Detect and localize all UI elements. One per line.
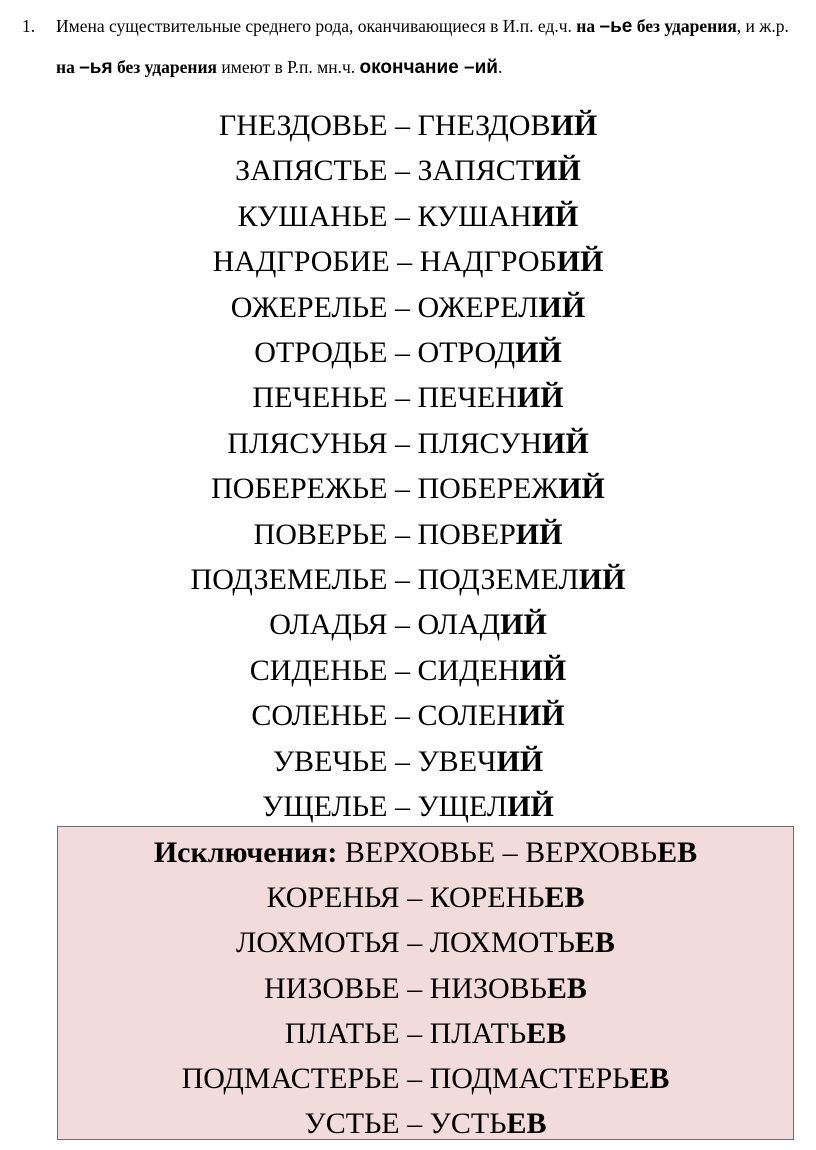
word-plural-stem: СОЛЕН	[417, 699, 518, 733]
word-plural-ending: ИЙ	[542, 426, 589, 460]
word-singular: ПЕЧЕНЬЕ	[252, 381, 388, 415]
word-dash: –	[399, 881, 430, 915]
word-plural-stem: ПЕЧЕН	[417, 381, 517, 415]
word-singular: ОЖЕРЕЛЬЕ	[230, 290, 388, 324]
word-pair-row	[0, 148, 816, 193]
word-plural-ending: ИЙ	[550, 109, 598, 142]
exceptions-label: Исключения:	[153, 836, 338, 869]
word-dash: –	[387, 744, 418, 778]
word-plural-ending: ИЙ	[531, 199, 579, 233]
word-pair-row	[0, 421, 816, 466]
word-plural-ending: ИЙ	[515, 517, 563, 551]
word-plural-ending: ИЙ	[578, 563, 626, 597]
word-dash: –	[387, 790, 418, 824]
word-plural-stem: ОТРОД	[417, 336, 516, 370]
rule-text-11: .	[498, 57, 503, 77]
word-plural-stem: УСТЬ	[429, 1107, 507, 1141]
word-plural-stem: ОЛАД	[417, 608, 501, 642]
rule-ending-result: окончание –ий	[359, 57, 498, 78]
word-plural-ending: ИЙ	[556, 245, 604, 279]
word-singular: НАДГРОБИЕ	[212, 245, 390, 279]
word-plural-stem: ГНЕЗДОВ	[417, 109, 551, 142]
word-plural-ending: ИЙ	[500, 608, 547, 642]
word-plural-stem: ЛОХМОТЬ	[429, 926, 575, 960]
word-singular: ПОВЕРЬЕ	[253, 517, 388, 551]
word-dash: –	[399, 926, 430, 960]
word-plural-ending: ЕВ	[506, 1107, 547, 1141]
word-plural-stem: УВЕЧ	[417, 744, 497, 778]
rule-text	[56, 6, 812, 88]
rule-ending-neuter: –ье	[599, 16, 633, 37]
word-dash: –	[387, 199, 418, 233]
word-pair-row	[0, 739, 816, 784]
word-singular: УВЕЧЬЕ	[272, 744, 388, 778]
rule-text-5: , и ж.р.	[736, 16, 789, 36]
exception-row	[58, 1056, 793, 1101]
word-pair-row	[0, 648, 816, 693]
word-dash: –	[389, 245, 420, 279]
rule-text-8: без ударения	[112, 57, 218, 77]
word-plural-stem: ЗАПЯСТ	[417, 154, 535, 188]
word-singular: ЗАПЯСТЬЕ	[235, 154, 388, 188]
word-pair-row	[0, 103, 816, 148]
word-dash: –	[387, 563, 418, 597]
word-plural-stem: СИДЕН	[417, 653, 520, 687]
rule-text-2: на	[576, 16, 600, 36]
rule-text-1: Имена существительные среднего рода, оканчивающиеся в И.п. ед.ч.	[56, 16, 577, 36]
word-plural-ending: ИЙ	[519, 653, 567, 687]
word-plural-stem: КОРЕНЬ	[429, 881, 545, 915]
word-singular: ЛОХМОТЬЯ	[236, 926, 400, 960]
word-plural-stem: УЩЕЛ	[417, 790, 508, 824]
word-pair-row	[0, 194, 816, 239]
word-plural-ending: ИЙ	[516, 381, 564, 415]
word-singular: СИДЕНЬЕ	[249, 653, 388, 687]
word-pair-row	[0, 784, 816, 829]
word-dash: –	[387, 472, 418, 506]
word-plural-ending: ИЙ	[496, 744, 544, 778]
word-singular: ГНЕЗДОВЬЕ	[218, 109, 388, 142]
word-singular: НИЗОВЬЕ	[264, 971, 400, 1005]
word-pair-row	[0, 239, 816, 284]
word-dash: –	[387, 336, 418, 370]
word-singular: УСТЬЕ	[304, 1107, 400, 1141]
word-plural-ending: ИЙ	[507, 790, 554, 824]
word-plural-stem: ПОДМАСТЕРЬ	[429, 1062, 630, 1096]
word-dash: –	[399, 1062, 430, 1096]
word-dash: –	[387, 154, 418, 188]
word-plural-stem: ОЖЕРЕЛ	[417, 290, 539, 324]
rule-text-6: на	[56, 57, 80, 77]
rule-ending-feminine: –ья	[79, 57, 113, 78]
exception-row	[58, 920, 793, 965]
word-pair-row	[0, 285, 816, 330]
exception-row	[58, 966, 793, 1011]
rule-text-9: имеют в Р.п. мн.ч.	[217, 57, 360, 77]
word-dash: –	[387, 109, 418, 142]
word-plural-stem: НИЗОВЬ	[429, 971, 547, 1005]
word-plural-ending: ЕВ	[544, 881, 585, 915]
rule-number: 1.	[22, 16, 36, 36]
word-plural-stem: ПЛЯСУН	[417, 426, 543, 460]
word-dash: –	[387, 517, 418, 551]
word-plural-ending: ЕВ	[574, 926, 615, 960]
word-plural-stem: ПОВЕР	[417, 517, 516, 551]
word-plural-ending: ИЙ	[534, 154, 581, 188]
word-plural-stem: ПОДЗЕМЕЛ	[417, 563, 579, 597]
word-plural-stem: ПОБЕРЕЖ	[417, 472, 559, 506]
word-pair-row	[0, 330, 816, 375]
word-dash: –	[387, 608, 418, 642]
word-singular: УЩЕЛЬЕ	[262, 790, 388, 824]
word-singular: КУШАНЬЕ	[237, 199, 388, 233]
exception-singular: ВЕРХОВЬЕ	[344, 836, 496, 869]
word-pair-row	[0, 602, 816, 647]
exception-row	[58, 1011, 793, 1056]
word-plural-ending: ЕВ	[526, 1016, 567, 1050]
word-singular: ОЛАДЬЯ	[269, 608, 388, 642]
word-dash: –	[399, 1107, 430, 1141]
word-singular: ПОДМАСТЕРЬЕ	[181, 1062, 400, 1096]
word-singular: ПЛЯСУНЬЯ	[227, 426, 388, 460]
word-plural-stem: КУШАН	[417, 199, 532, 233]
exception-row	[58, 875, 793, 920]
rule-text-4: без ударения	[632, 16, 737, 36]
word-dash: –	[387, 699, 418, 733]
word-singular: СОЛЕНЬЕ	[251, 699, 388, 733]
word-plural-stem: НАДГРОБ	[419, 245, 557, 279]
word-dash: –	[387, 381, 418, 415]
word-plural-stem: ПЛАТЬ	[429, 1016, 527, 1050]
exception-row	[58, 1101, 793, 1146]
word-pair-row	[0, 557, 816, 602]
word-singular: ОТРОДЬЕ	[254, 336, 388, 370]
word-dash: –	[387, 290, 418, 324]
word-pair-row	[0, 512, 816, 557]
word-dash: –	[387, 653, 418, 687]
word-plural-ending: ИЙ	[517, 699, 565, 733]
word-singular: ПЛАТЬЕ	[284, 1016, 400, 1050]
word-plural-ending: ЕВ	[546, 971, 587, 1005]
rule-paragraph	[22, 6, 812, 88]
word-dash: –	[387, 426, 418, 460]
word-pair-row	[0, 375, 816, 420]
word-plural-ending: ИЙ	[538, 290, 586, 324]
word-singular: ПОБЕРЕЖЬЕ	[211, 472, 388, 506]
word-dash: –	[399, 1016, 430, 1050]
exception-stem: ВЕРХОВЬ	[525, 836, 658, 869]
exception-ending: ЕВ	[657, 836, 698, 869]
word-plural-ending: ЕВ	[629, 1062, 670, 1096]
word-pair-row	[0, 466, 816, 511]
word-pair-row	[0, 693, 816, 738]
word-dash: –	[399, 971, 430, 1005]
word-plural-ending: ИЙ	[515, 336, 562, 370]
word-plural-ending: ИЙ	[558, 472, 605, 506]
exception-row	[58, 830, 793, 875]
word-singular: КОРЕНЬЯ	[266, 881, 400, 915]
word-singular: ПОДЗЕМЕЛЬЕ	[190, 563, 388, 597]
word-pair-list	[0, 103, 816, 830]
exceptions-box	[57, 826, 794, 1140]
exception-dash: –	[495, 836, 526, 869]
